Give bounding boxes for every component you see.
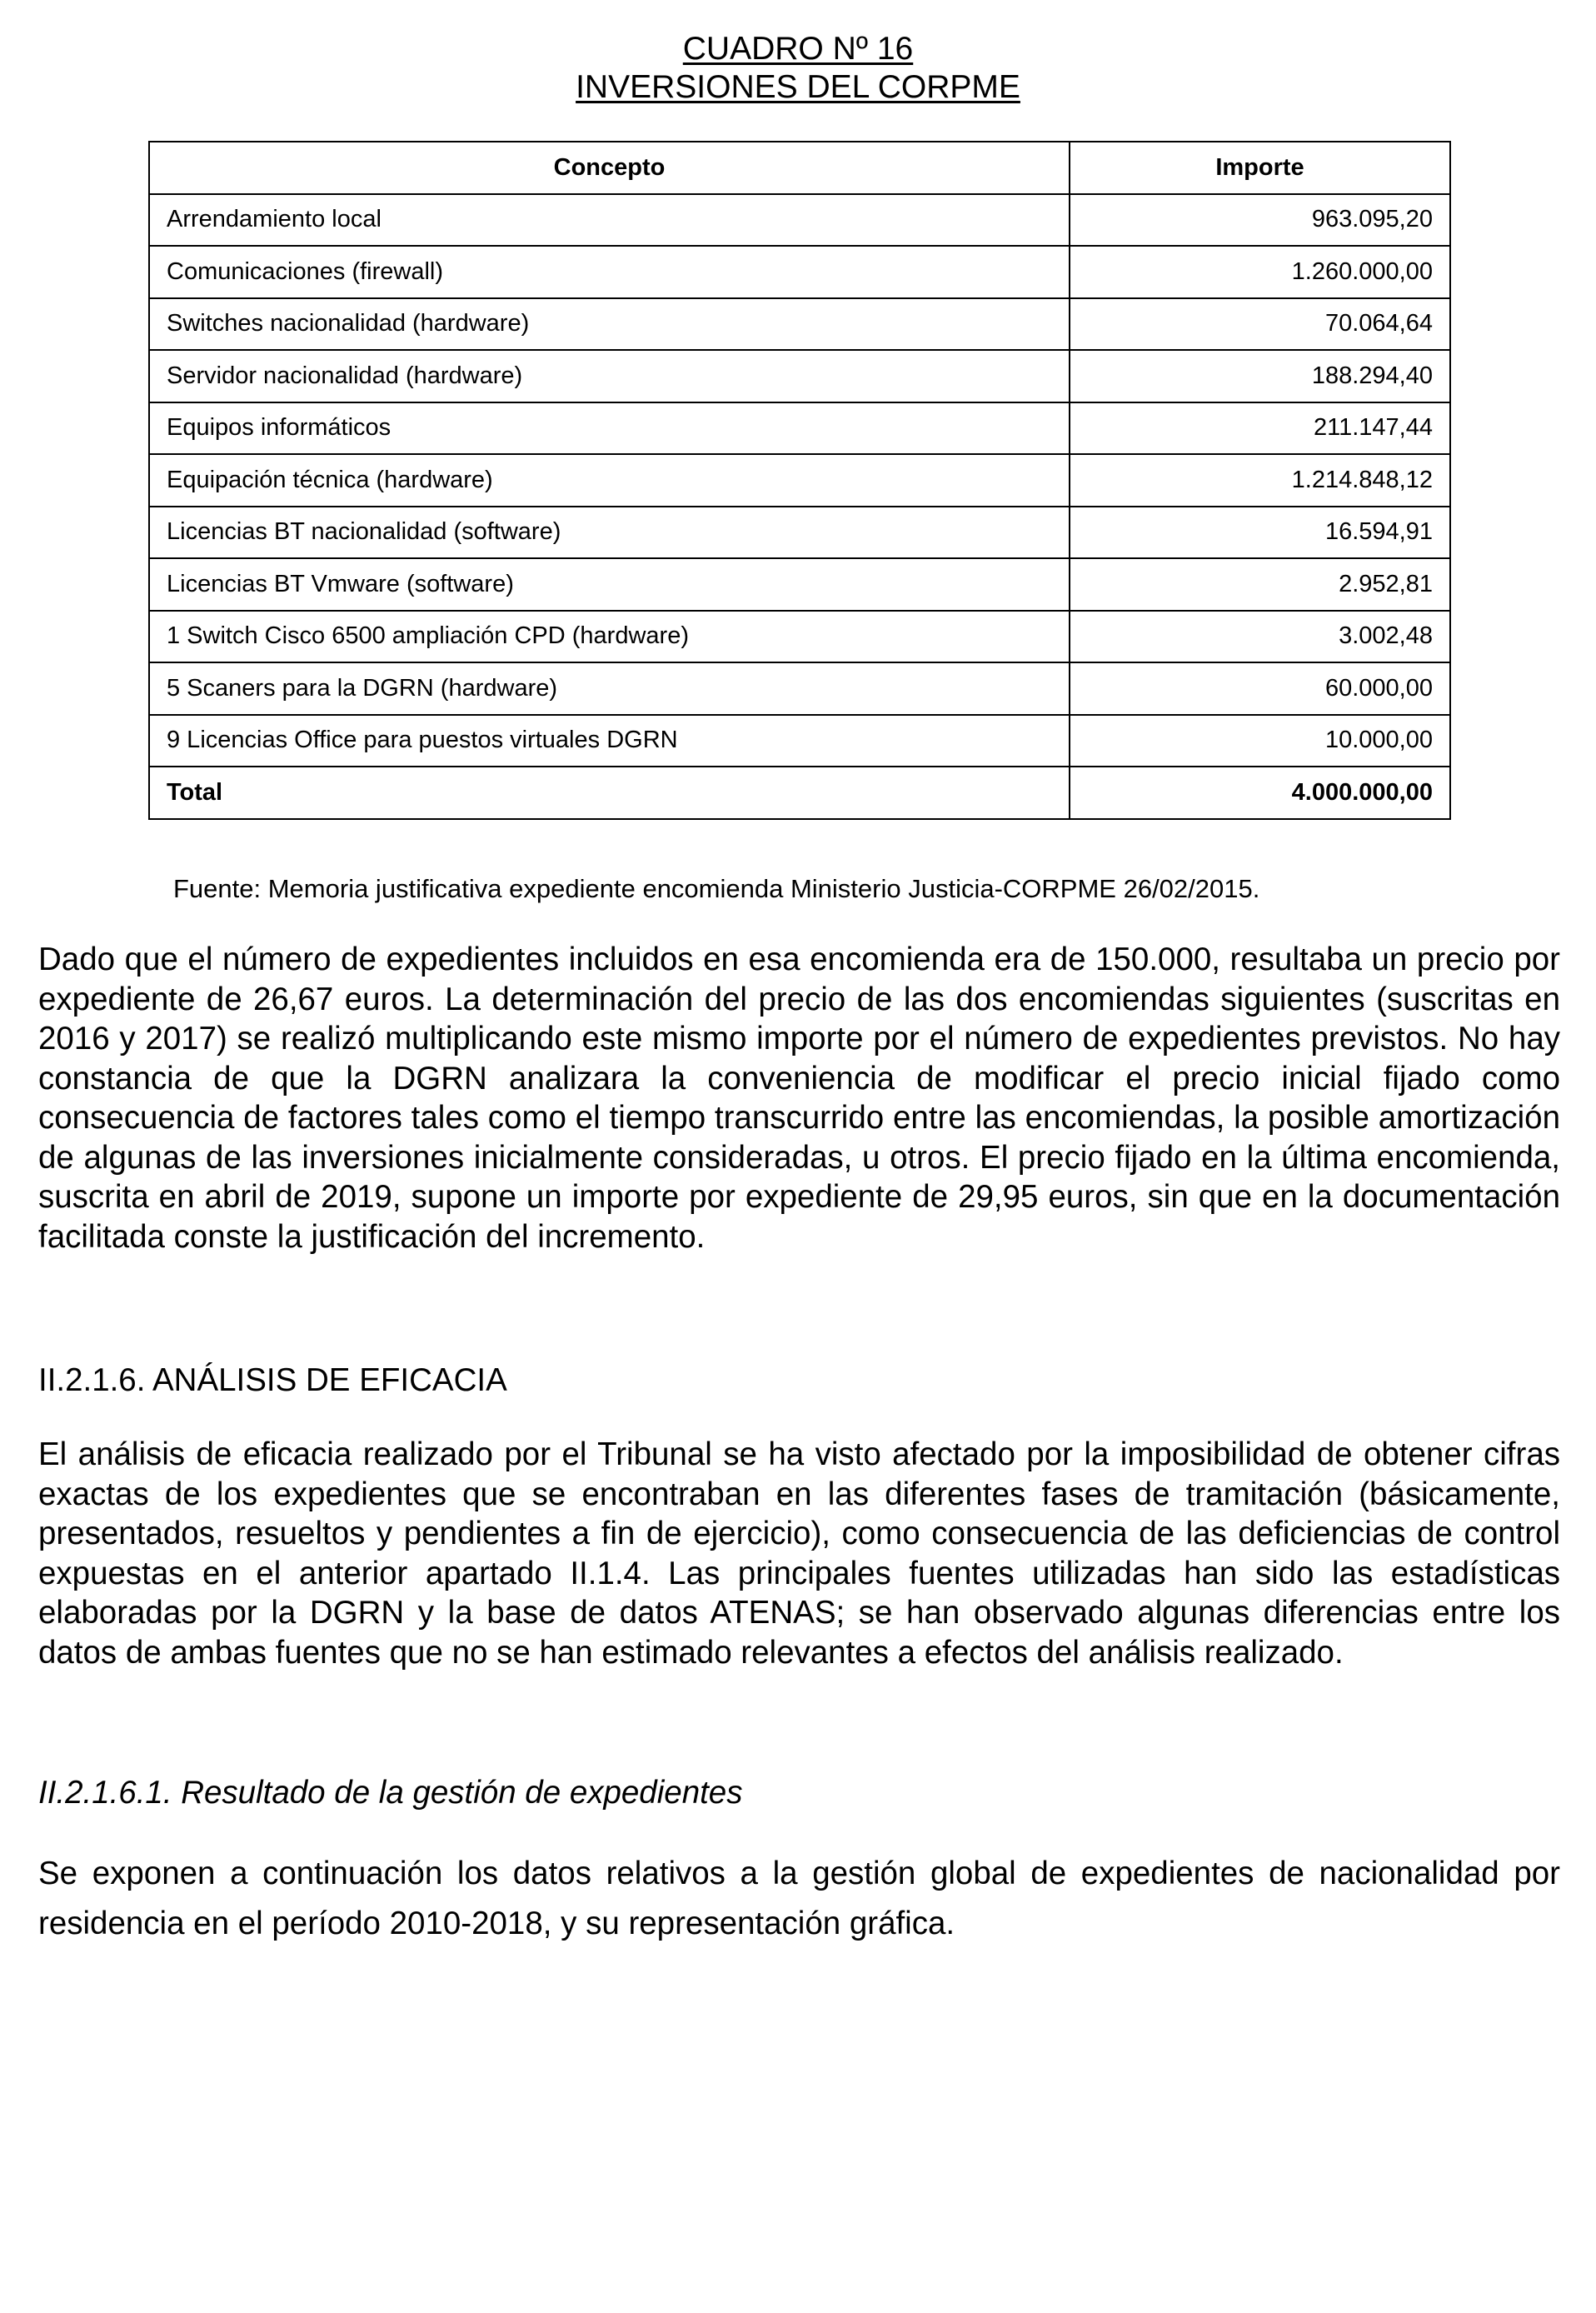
- table-row: [149, 611, 1450, 663]
- table-row: [149, 662, 1450, 715]
- paragraph-price-per-file: Dado que el número de expedientes incluidos en esa encomienda era de 150.000, resultaba un precio por expediente de 26,67 euros. La determinación del precio de las dos encomiendas siguientes (suscritas en 2016 y 2017) se realizó multiplicando este mismo importe por el número de expedientes previstos. No hay constancia de que la DGRN analizara la conveniencia de modificar el precio inicial fijado como consecuencia de factores tales como el tiempo transcurrido entre las encomiendas, la posible amortización de algunas de las inversiones inicialmente consideradas, u otros. El precio fijado en la última encomienda, suscrita en abril de 2019, supone un importe por expediente de 29,95 euros, sin que en la documentación facilitada conste la justificación del incremento.: [38, 942, 1560, 1255]
- investments-table: [148, 141, 1451, 820]
- table-header-row: [149, 142, 1450, 194]
- cell-importe: 3.002,48: [1070, 611, 1450, 663]
- cell-importe: 2.952,81: [1070, 558, 1450, 611]
- table-row: [149, 507, 1450, 559]
- table-row: [149, 402, 1450, 455]
- cell-importe: 963.095,20: [1070, 194, 1450, 247]
- cell-importe: 10.000,00: [1070, 715, 1450, 767]
- column-header-concepto: Concepto: [149, 142, 1070, 194]
- cell-importe: 1.214.848,12: [1070, 454, 1450, 507]
- cell-concepto: 9 Licencias Office para puestos virtuales DGRN: [149, 715, 1070, 767]
- section-heading-efficacy: II.2.1.6. ANÁLISIS DE EFICACIA: [38, 1362, 507, 1398]
- cell-concepto: 5 Scaners para la DGRN (hardware): [149, 662, 1070, 715]
- cell-concepto: Licencias BT Vmware (software): [149, 558, 1070, 611]
- cell-importe: 188.294,40: [1070, 350, 1450, 402]
- cell-concepto: Comunicaciones (firewall): [149, 246, 1070, 298]
- cell-importe: 16.594,91: [1070, 507, 1450, 559]
- paragraph-results-intro: Se exponen a continuación los datos relativos a la gestión global de expedientes de nacionalidad por residencia en el período 2010-2018, y su representación gráfica.: [38, 1856, 1560, 1941]
- subsection-heading-results: II.2.1.6.1. Resultado de la gestión de expedientes: [38, 1775, 743, 1811]
- table-total-row: [149, 767, 1450, 819]
- cell-importe: 1.260.000,00: [1070, 246, 1450, 298]
- cell-concepto: Equipos informáticos: [149, 402, 1070, 455]
- table-row: [149, 558, 1450, 611]
- table-row: [149, 715, 1450, 767]
- cell-concepto: Equipación técnica (hardware): [149, 454, 1070, 507]
- cell-concepto: Arrendamiento local: [149, 194, 1070, 247]
- table-row: [149, 298, 1450, 351]
- table-row: [149, 194, 1450, 247]
- cell-concepto: Switches nacionalidad (hardware): [149, 298, 1070, 351]
- total-label: Total: [149, 767, 1070, 819]
- table-title-number: CUADRO Nº 16: [682, 31, 914, 67]
- table-row: [149, 246, 1450, 298]
- cell-importe: 211.147,44: [1070, 402, 1450, 455]
- cell-concepto: Licencias BT nacionalidad (software): [149, 507, 1070, 559]
- table-row: [149, 350, 1450, 402]
- table-title: INVERSIONES DEL CORPME: [576, 69, 1020, 105]
- column-header-importe: Importe: [1070, 142, 1450, 194]
- cell-importe: 70.064,64: [1070, 298, 1450, 351]
- table-source-note: Fuente: Memoria justificativa expediente encomienda Ministerio Justicia-CORPME 26/02/2015.: [173, 874, 1260, 903]
- cell-concepto: Servidor nacionalidad (hardware): [149, 350, 1070, 402]
- total-importe: 4.000.000,00: [1070, 767, 1450, 819]
- paragraph-efficacy-analysis: El análisis de eficacia realizado por el Tribunal se ha visto afectado por la imposibilidad de obtener cifras exactas de los expedientes que se encontraban en las diferentes fases de tramitación (básicamente, presentados, resueltos y pendientes a fin de ejercicio), como consecuencia de las deficiencias de control expuestas en el anterior apartado II.1.4. Las principales fuentes utilizadas han sido las estadísticas elaboradas por la DGRN y la base de datos ATENAS; se han observado algunas diferencias entre los datos de ambas fuentes que no se han estimado relevantes a efectos del análisis realizado.: [38, 1436, 1560, 1671]
- cell-concepto: 1 Switch Cisco 6500 ampliación CPD (hardware): [149, 611, 1070, 663]
- cell-importe: 60.000,00: [1070, 662, 1450, 715]
- table-row: [149, 454, 1450, 507]
